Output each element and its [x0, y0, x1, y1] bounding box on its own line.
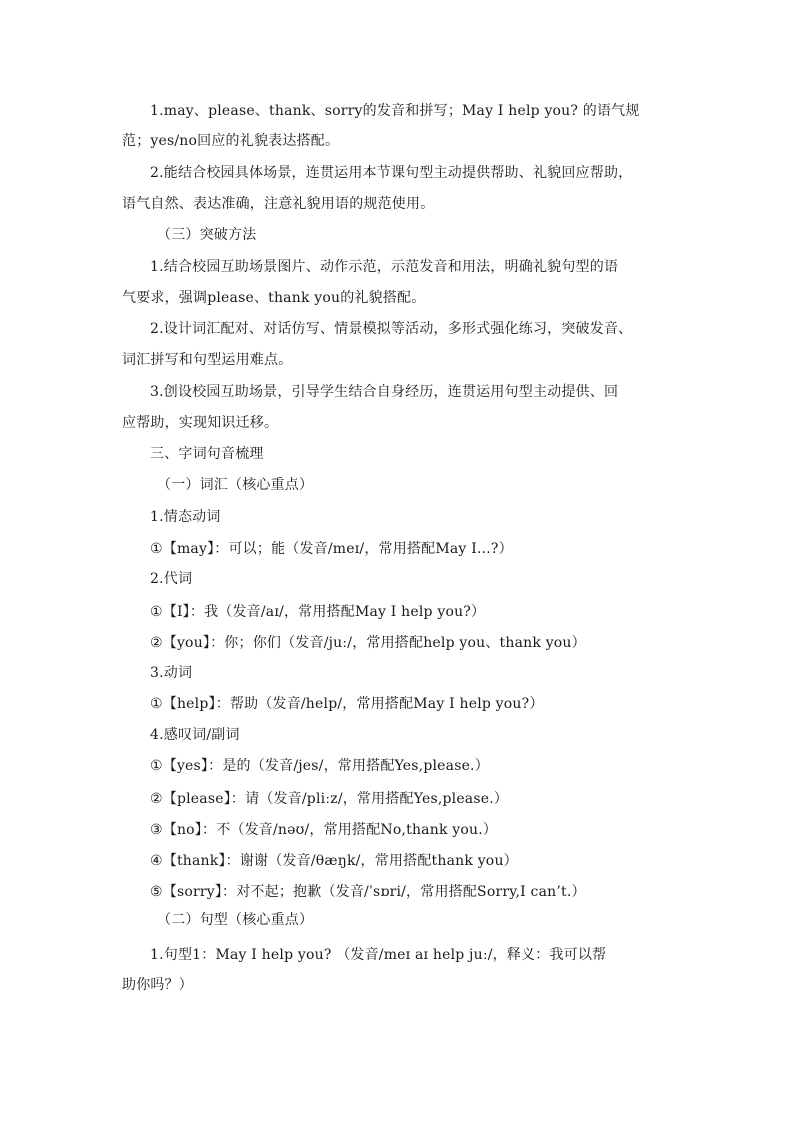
interjection-item-thank: ④【thank】：谢谢（发音/θæŋk/，常用搭配thank you）: [150, 853, 518, 869]
breakthrough-heading: （三）突破方法: [157, 227, 257, 243]
sentence-pattern-item-1-line-2: 助你吗？）: [122, 977, 193, 993]
sentence-pattern-item-1-line-1: 1.句型1：May I help you? （发音/meɪ aɪ help juː/，释义：我可以帮: [150, 947, 607, 963]
interjection-item-no: ③【no】：不（发音/nəʊ/，常用搭配No,thank you.）: [150, 822, 498, 838]
verb-item-help: ①【help】：帮助（发音/help/，常用搭配May I help you?）: [150, 696, 544, 712]
modal-verb-heading: 1.情态动词: [150, 509, 221, 525]
interjection-heading: 4.感叹词/副词: [150, 727, 240, 743]
sentence-pattern-heading: （二）句型（核心重点）: [157, 912, 314, 928]
interjection-item-please: ②【please】：请（发音/pliːz/，常用搭配Yes,please.）: [150, 791, 509, 807]
breakthrough-item-2-line-2: 词汇拼写和句型运用难点。: [122, 352, 293, 368]
pronoun-heading: 2.代词: [150, 571, 193, 587]
pronoun-item-you: ②【you】：你；你们（发音/juː/，常用搭配help you、thank you）: [150, 635, 586, 651]
verb-heading: 3.动词: [150, 665, 193, 681]
modal-verb-item-may: ①【may】：可以；能（发音/meɪ/，常用搭配May I...?）: [150, 541, 513, 557]
difficulty-item-2-line-1: 2.能结合校园具体场景，连贯运用本节课句型主动提供帮助、礼貌回应帮助，: [150, 165, 633, 181]
vocabulary-heading: （一）词汇（核心重点）: [157, 477, 314, 493]
interjection-item-sorry: ⑤【sorry】：对不起；抱歉（发音/ˈsɒri/，常用搭配Sorry,I can’t.）: [150, 884, 586, 900]
pronoun-item-i: ①【I】：我（发音/aɪ/，常用搭配May I help you?）: [150, 604, 486, 620]
breakthrough-item-3-line-1: 3.创设校园互助场景，引导学生结合自身经历，连贯运用句型主动提供、回: [150, 384, 619, 400]
breakthrough-item-1-line-1: 1.结合校园互助场景图片、动作示范，示范发音和用法，明确礼貌句型的语: [150, 259, 619, 275]
interjection-item-yes: ①【yes】：是的（发音/jes/，常用搭配Yes,please.）: [150, 758, 489, 774]
difficulty-item-1-line-2: 范；yes/no回应的礼貌表达搭配。: [122, 133, 340, 149]
section-3-heading: 三、字词句音梳理: [150, 446, 264, 462]
breakthrough-item-1-line-2: 气要求，强调please、thank you的礼貌搭配。: [122, 290, 426, 306]
breakthrough-item-2-line-1: 2.设计词汇配对、对话仿写、情景模拟等活动，多形式强化练习，突破发音、: [150, 321, 633, 337]
difficulty-item-1-line-1: 1.may、please、thank、sorry的发音和拼写；May I help you? 的语气规: [150, 103, 640, 119]
breakthrough-item-3-line-2: 应帮助，实现知识迁移。: [122, 415, 279, 431]
difficulty-item-2-line-2: 语气自然、表达准确，注意礼貌用语的规范使用。: [122, 196, 435, 212]
